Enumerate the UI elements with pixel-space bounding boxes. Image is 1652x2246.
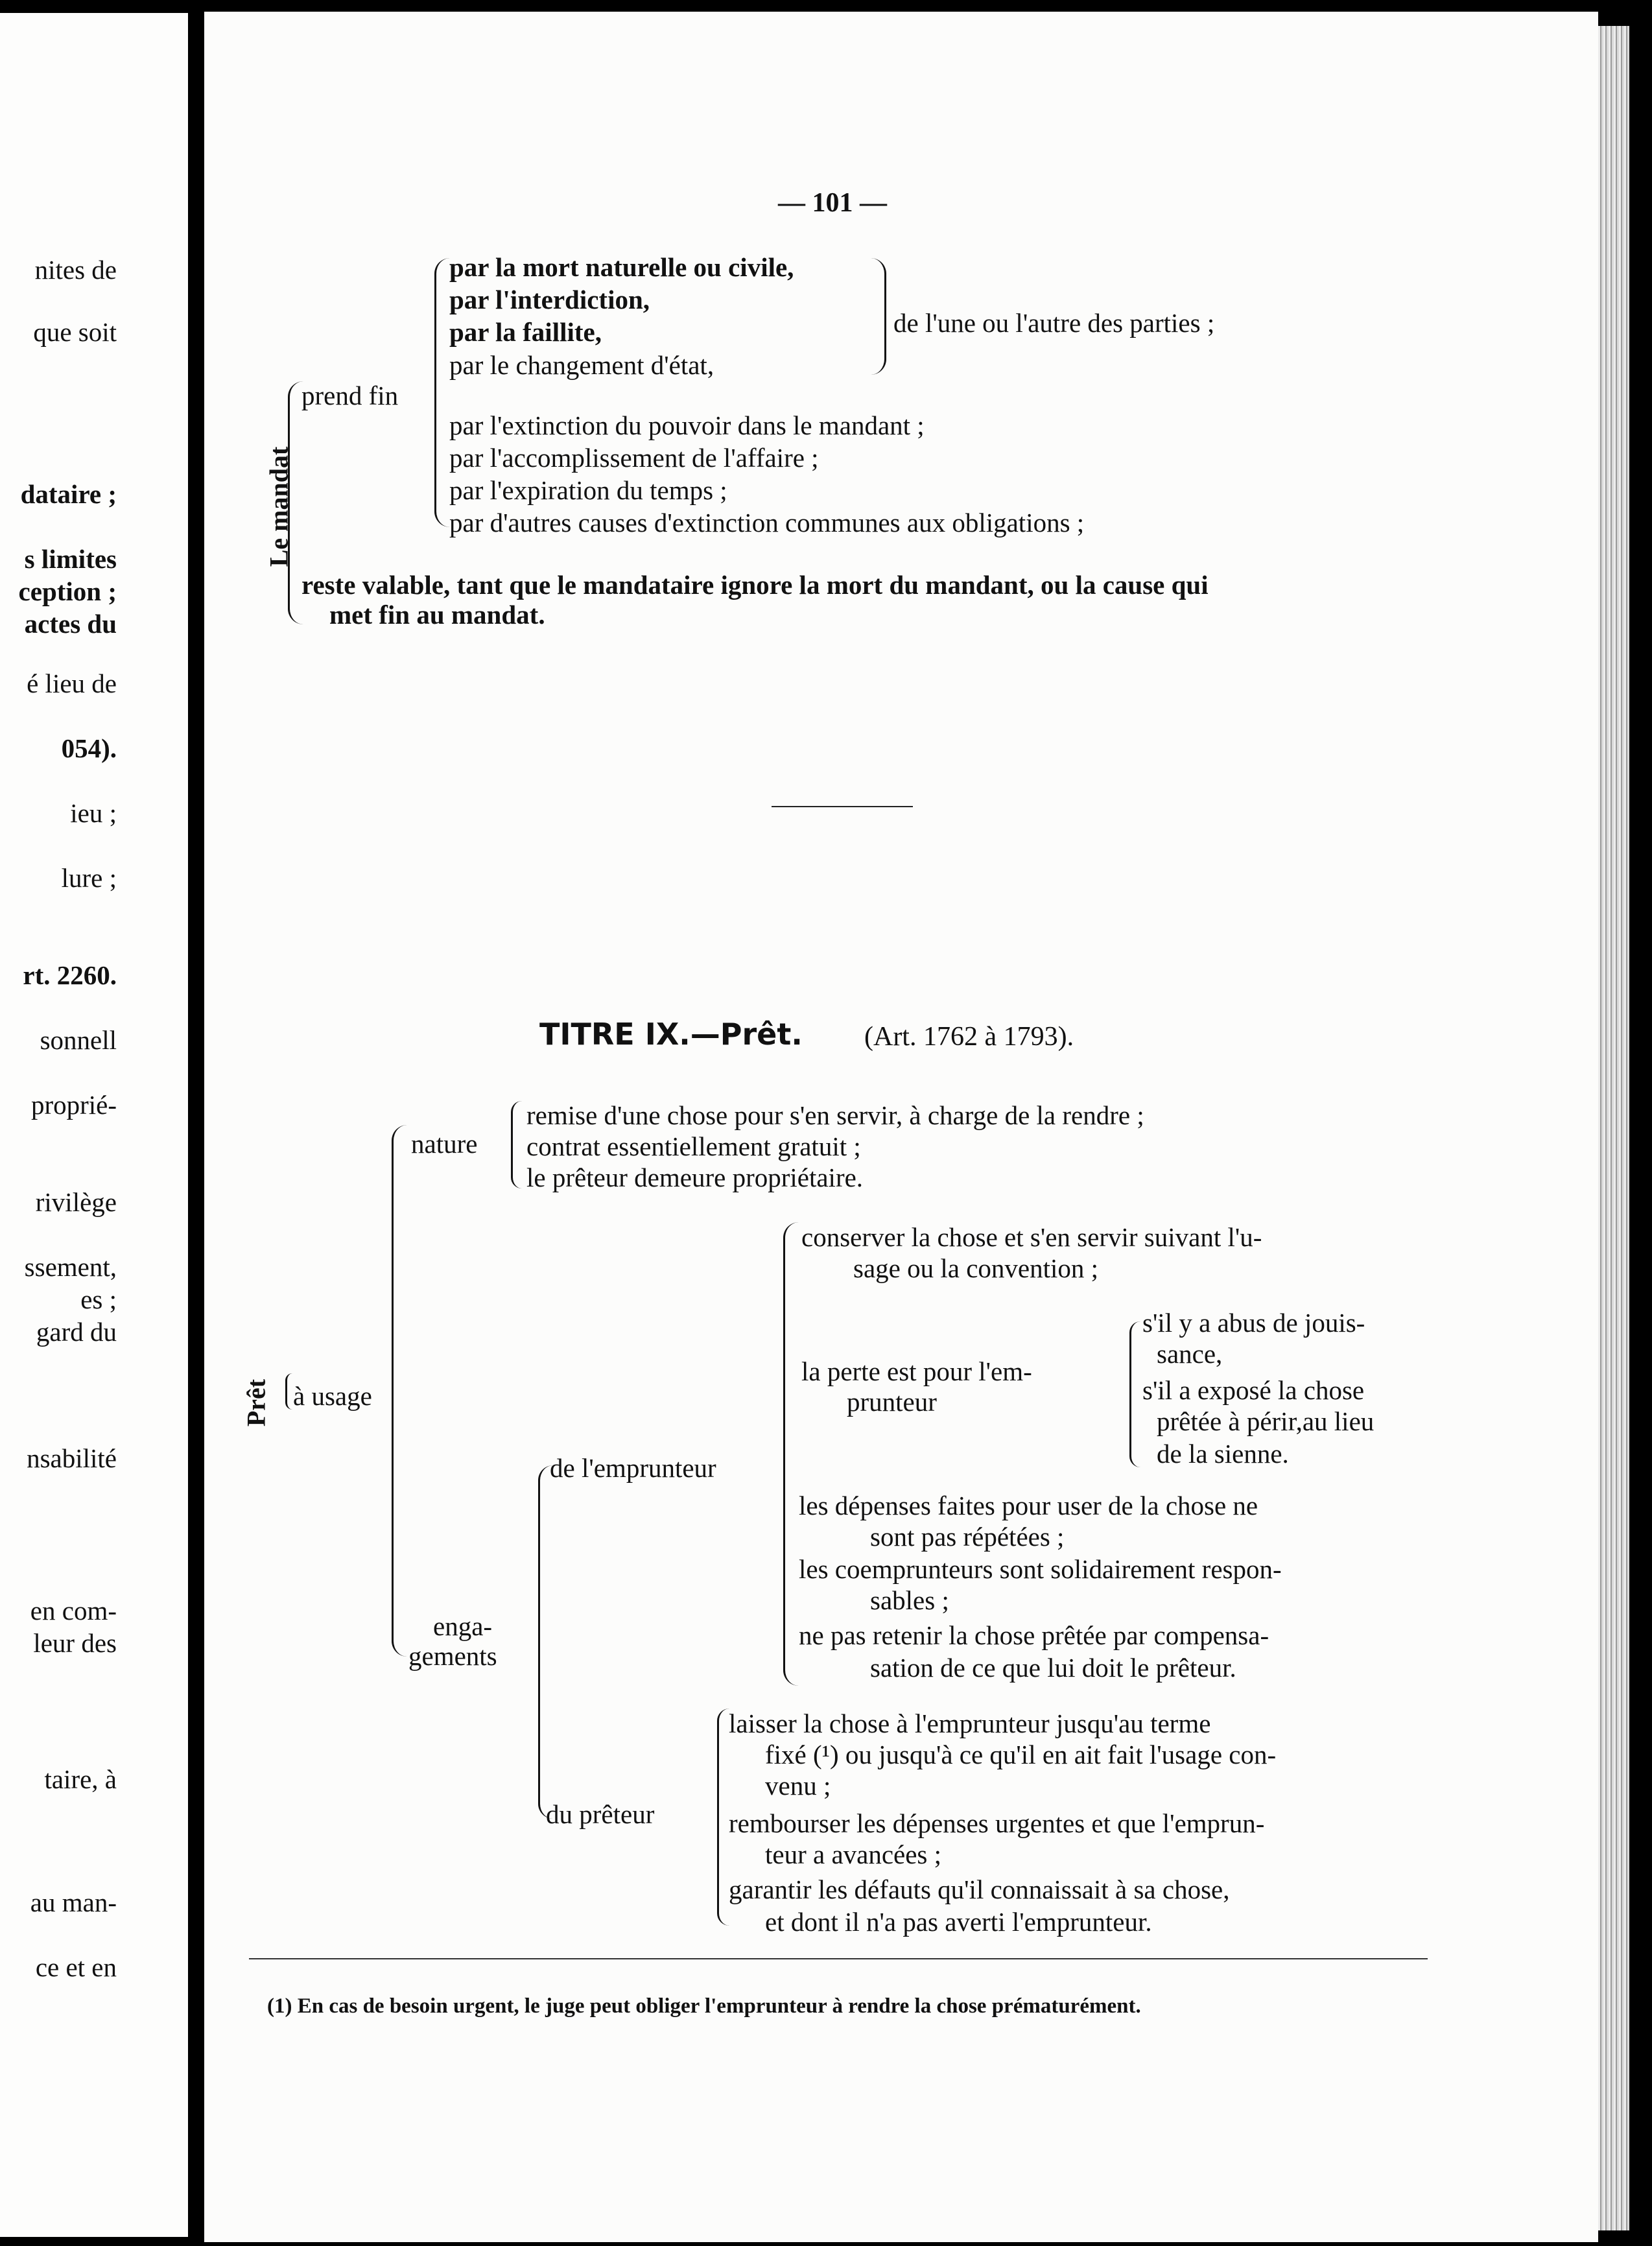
left-fragment: au man-	[30, 1887, 117, 1917]
death-causes-closing-brace	[870, 258, 886, 375]
mandat-label: Le mandat	[264, 446, 294, 567]
expose-line3: de la sienne.	[1157, 1439, 1289, 1469]
reste-valable-line2: met fin au mandat.	[329, 600, 545, 630]
depenses-line1: les dépenses faites pour user de la chose ne	[799, 1491, 1258, 1520]
expose-line2: prêtée à périr,au lieu	[1157, 1406, 1375, 1436]
left-fragment: proprié-	[30, 1090, 117, 1120]
rembourser-line1: rembourser les dépenses urgentes et que l'emprun-	[729, 1808, 1265, 1838]
engagements-brace	[538, 1465, 553, 1819]
expose-line1: s'il a exposé la chose	[1142, 1375, 1365, 1405]
footnote: (1) En cas de besoin urgent, le juge peut obliger l'emprunteur à rendre la chose prématurément.	[267, 1994, 1141, 2018]
nature-brace	[511, 1101, 522, 1188]
death-cause-3: par la faillite,	[449, 317, 602, 347]
abus-line2: sance,	[1157, 1339, 1223, 1369]
left-fragment: ception ;	[18, 576, 117, 606]
left-fragment: ieu ;	[70, 798, 117, 828]
titre-articles: (Art. 1762 à 1793).	[864, 1022, 1074, 1052]
emprunteur-brace	[783, 1222, 801, 1686]
preteur-brace	[717, 1708, 729, 1926]
coemprunteurs-line2: sables ;	[870, 1585, 949, 1615]
conserver-line2: sage ou la convention ;	[853, 1253, 1099, 1283]
other-cause-3: par l'expiration du temps ;	[449, 475, 727, 505]
preteur-label: du prêteur	[546, 1799, 655, 1829]
laisser-line1: laisser la chose à l'emprunteur jusqu'au terme	[729, 1708, 1211, 1738]
nature-item-1: remise d'une chose pour s'en servir, à charge de la rendre ;	[526, 1100, 1144, 1130]
left-fragment: s limites	[24, 544, 117, 574]
left-fragment: rivilège	[35, 1187, 117, 1217]
left-fragment: taire, à	[44, 1764, 117, 1794]
garantir-line2: et dont il n'a pas averti l'emprunteur.	[765, 1907, 1152, 1937]
death-cause-2: par l'interdiction,	[449, 285, 650, 314]
depenses-line2: sont pas répétées ;	[870, 1522, 1065, 1552]
prend-fin-brace	[434, 258, 451, 527]
page-number: — 101 —	[778, 188, 887, 218]
left-fragment: es ;	[80, 1284, 117, 1314]
coemprunteurs-line1: les coemprunteurs sont solidairement respon-	[799, 1554, 1282, 1584]
retenir-line1: ne pas retenir la chose prêtée par compensa-	[799, 1620, 1269, 1650]
other-cause-1: par l'extinction du pouvoir dans le mandant ;	[449, 410, 925, 440]
death-cause-4: par le changement d'état,	[449, 350, 714, 380]
left-fragment: leur des	[33, 1628, 117, 1658]
perte-brace	[1129, 1321, 1140, 1467]
page-edge	[1598, 26, 1629, 2230]
laisser-line2: fixé (¹) ou jusqu'à ce qu'il en ait fait l'usage con-	[765, 1740, 1277, 1769]
left-fragment: dataire ;	[20, 479, 117, 509]
titre-heading: TITRE IX.—Prêt.	[539, 1017, 803, 1052]
left-fragment: rt. 2260.	[23, 960, 117, 990]
pret-label: Prêt	[241, 1378, 271, 1427]
left-fragment: sonnell	[40, 1025, 117, 1055]
left-fragment: gard du	[36, 1317, 117, 1347]
engagements-label-1: enga-	[433, 1611, 493, 1641]
parties-text: de l'une ou l'autre des parties ;	[893, 308, 1215, 338]
left-fragment: en com-	[30, 1596, 117, 1625]
left-fragment: 054).	[61, 733, 117, 763]
a-usage-brace	[392, 1125, 412, 1657]
section-separator	[772, 806, 913, 807]
conserver-line1: conserver la chose et s'en servir suivant l'u-	[801, 1222, 1262, 1252]
other-cause-4: par d'autres causes d'extinction communes aux obligations ;	[449, 508, 1085, 538]
abus-line1: s'il y a abus de jouis-	[1142, 1308, 1365, 1338]
pret-brace	[285, 1373, 292, 1410]
emprunteur-label: de l'emprunteur	[550, 1453, 716, 1483]
left-fragment: é lieu de	[27, 668, 117, 698]
nature-item-2: contrat essentiellement gratuit ;	[526, 1131, 861, 1161]
left-fragment: actes du	[24, 609, 117, 639]
laisser-line3: venu ;	[765, 1771, 831, 1801]
nature-label: nature	[411, 1129, 478, 1159]
left-fragment: lure ;	[61, 863, 117, 893]
nature-item-3: le prêteur demeure propriétaire.	[526, 1163, 864, 1192]
rembourser-line2: teur a avancées ;	[765, 1839, 942, 1869]
death-cause-1: par la mort naturelle ou civile,	[449, 252, 794, 282]
prend-fin-label: prend fin	[301, 381, 399, 410]
left-fragment: nsabilité	[27, 1443, 117, 1473]
garantir-line1: garantir les défauts qu'il connaissait à sa chose,	[729, 1874, 1230, 1904]
perte-line2: prunteur	[847, 1387, 937, 1417]
footnote-rule	[249, 1958, 1428, 1959]
other-cause-2: par l'accomplissement de l'affaire ;	[449, 443, 819, 473]
retenir-line2: sation de ce que lui doit le prêteur.	[870, 1653, 1236, 1683]
reste-valable-line1: reste valable, tant que le mandataire ignore la mort du mandant, ou la cause qui	[301, 570, 1209, 600]
left-fragment: que soit	[33, 317, 117, 347]
perte-line1: la perte est pour l'em-	[801, 1356, 1032, 1386]
left-fragment: ce et en	[35, 1952, 117, 1982]
engagements-label-2: gements	[408, 1641, 497, 1671]
left-fragment: ssement,	[24, 1252, 117, 1282]
left-page-fragment	[0, 13, 188, 2237]
left-fragment: nites de	[34, 255, 117, 285]
a-usage-label: à usage	[293, 1381, 372, 1411]
